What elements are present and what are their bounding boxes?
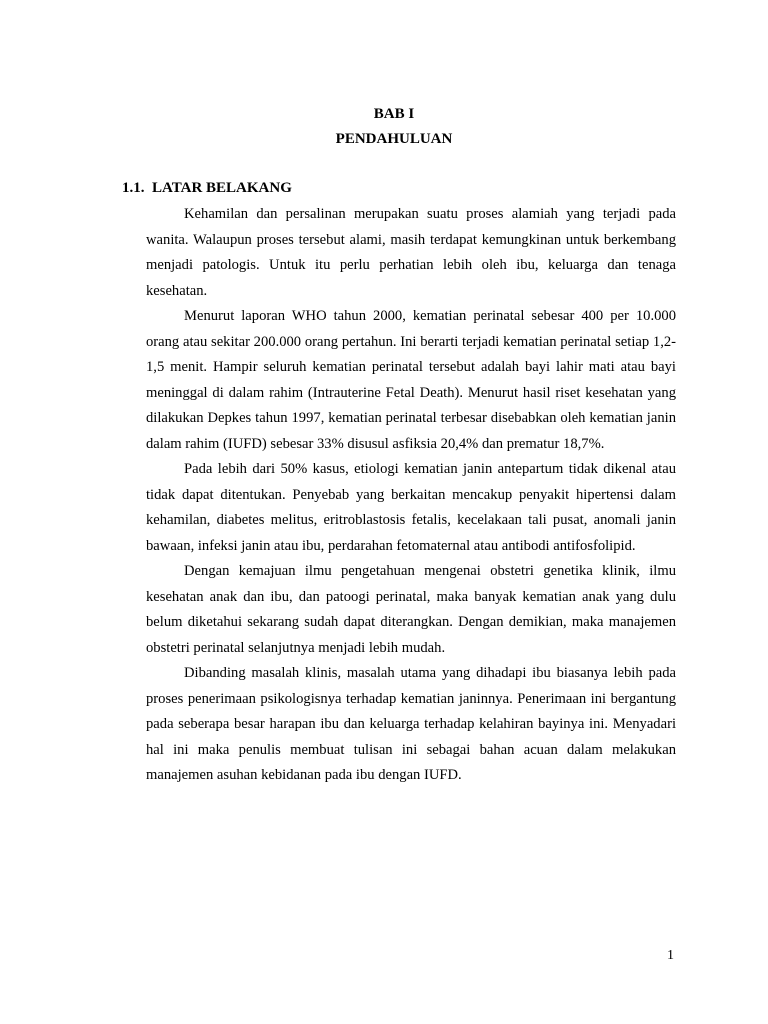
chapter-number: BAB I bbox=[373, 106, 415, 122]
paragraph: Dibanding masalah klinis, masalah utama yang dihadapi ibu biasanya lebih pada proses penerimaan psikologisnya terhadap kematian janinnya. Penerimaan ini bergantung pada seberapa besar harapan ibu dan keluarga terhadap kelahiran bayinya ini. Menyadari hal ini maka penulis membuat tulisan ini sebagai bahan acuan dalam melakukan manajemen asuhan kebidanan pada ibu dengan IUFD. bbox=[146, 665, 676, 783]
body-text bbox=[146, 202, 676, 789]
section-heading: 1.1. LATAR BELAKANG bbox=[122, 180, 292, 196]
paragraph: Menurut laporan WHO tahun 2000, kematian perinatal sebesar 400 per 10.000 orang atau sekitar 200.000 orang pertahun. Ini berarti terjadi kematian perinatal setiap 1,2-1,5 menit. Hampir seluruh kematian perinatal tersebut adalah bayi lahir mati atau bayi meninggal di dalam rahim (Intrauterine Fetal Death). Menurut hasil riset kesehatan yang dilakukan Depkes tahun 1997, kematian perinatal terbesar disebabkan oleh kematian janin dalam rahim (IUFD) sebesar 33% disusul asfiksia 20,4% dan prematur 18,7%. bbox=[146, 308, 676, 452]
paragraph: Dengan kemajuan ilmu pengetahuan mengenai obstetri genetika klinik, ilmu kesehatan anak dan ibu, dan patoogi perinatal, maka banyak kematian anak yang dulu belum diketahui sekarang sudah dapat diterangkan. Dengan demikian, maka manajemen obstetri perinatal selanjutnya menjadi lebih mudah. bbox=[146, 563, 676, 656]
chapter-title: PENDAHULUAN bbox=[335, 131, 453, 147]
paragraph: Kehamilan dan persalinan merupakan suatu proses alamiah yang terjadi pada wanita. Walaupun proses tersebut alami, masih terdapat kemungkinan untuk berkembang menjadi patologis. Untuk itu perlu perhatian lebih oleh ibu, keluarga dan tenaga kesehatan. bbox=[146, 206, 676, 299]
page-number: 1 bbox=[667, 948, 674, 963]
paragraph: Pada lebih dari 50% kasus, etiologi kematian janin antepartum tidak dikenal atau tidak dapat ditentukan. Penyebab yang berkaitan mencakup penyakit hipertensi dalam kehamilan, diabetes melitus, eritroblastosis fetalis, kecelakaan tali pusat, anomali janin bawaan, infeksi janin atau ibu, perdarahan fetomaternal atau antibodi antifosfolipid. bbox=[146, 461, 676, 554]
